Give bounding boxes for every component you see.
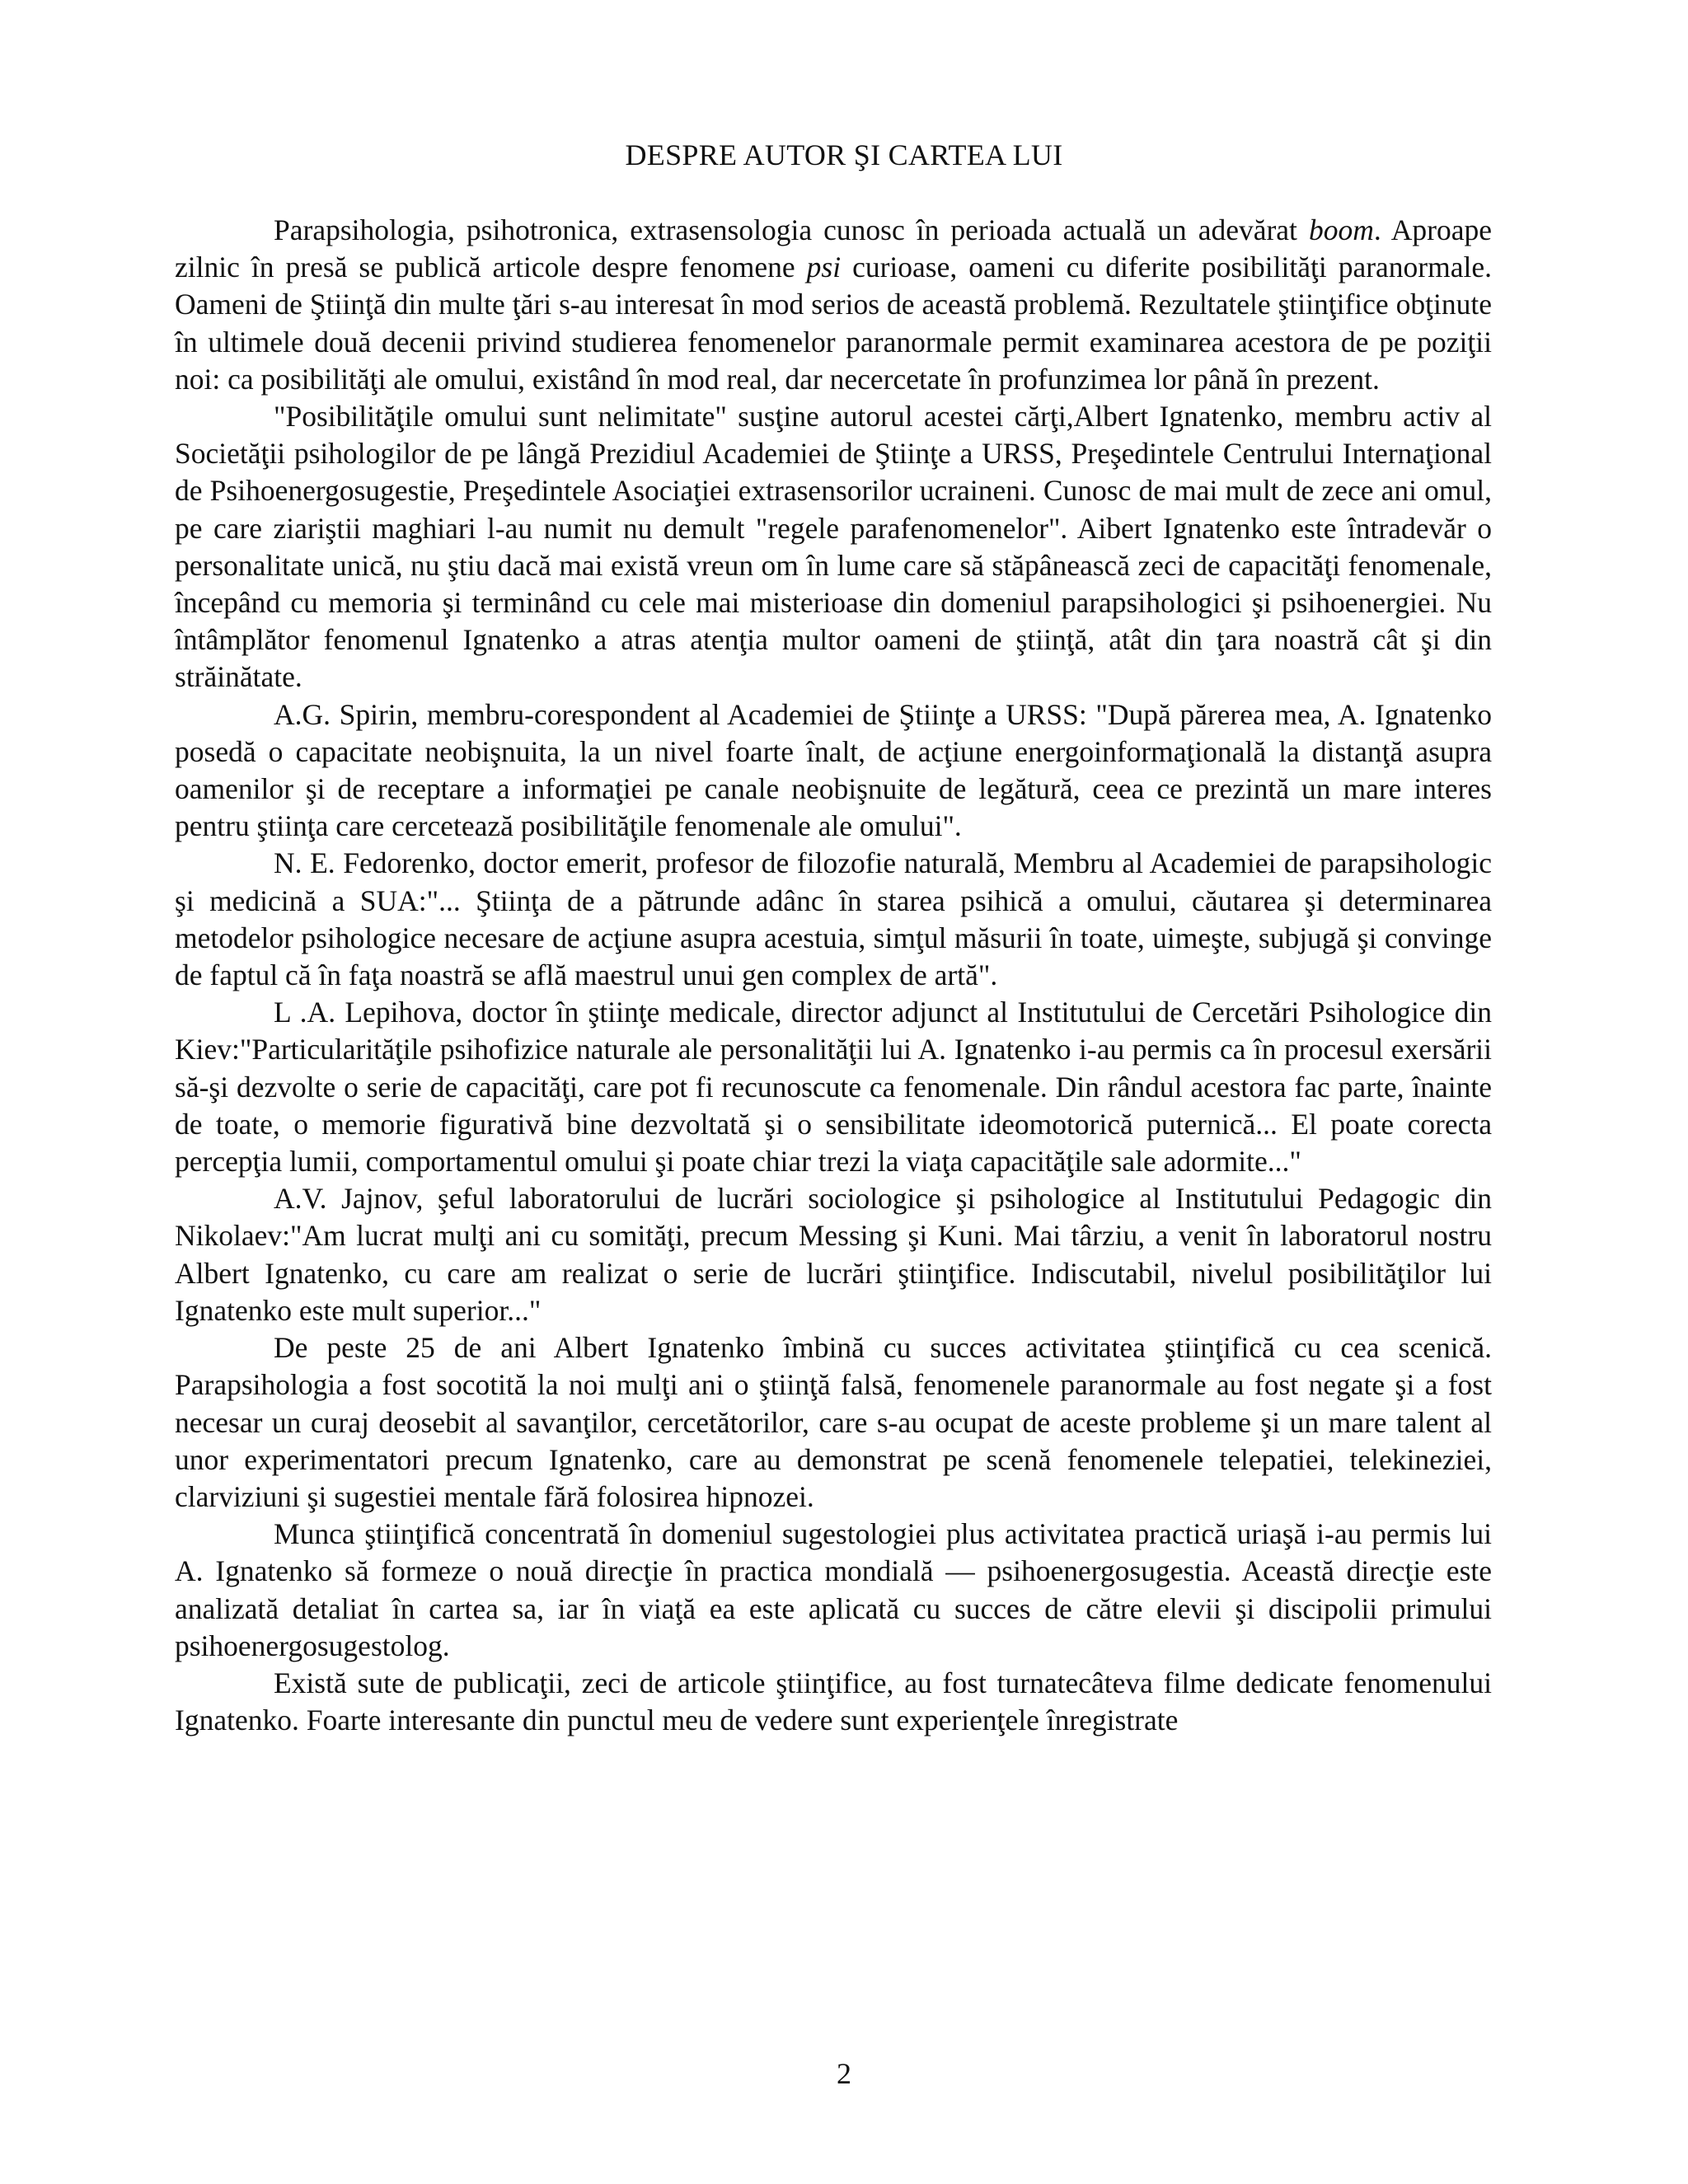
page-title: DESPRE AUTOR ŞI CARTEA LUI [625, 138, 1063, 171]
paragraph-quote-spirin: A.G. Spirin, membru-corespondent al Academiei de Ştiinţe a URSS: "După părerea mea, A. Ignatenko posedă o capacitate neobişnuita, la un nivel foarte înalt, de acţiune energoinformaţională la distanţă asupra oamenilor şi de receptare a informaţiei pe canale neobişnuite de legătură, ceea ce prezintă un mare interes pentru ştiinţa care cercetează posibilităţile fenomenale ale omului". [175, 697, 1492, 843]
paragraph-intro: Parapsihologia, psihotronica, extrasensologia cunosc în perioada actuală un adevărat boom. Aproape zilnic în presă se publică articole despre fenomene psi curioase, oameni cu diferite posibilităţi paranormale. Oameni de Ştiinţă din multe ţări s-au interesat în mod serios de această problemă. Rezultatele ştiinţifice obţinute în ultimele două decenii privind studierea fenomenelor paranormale permit examinarea acestora de pe poziţii noi: ca posibilităţi ale omului, existând în mod real, dar necercetate în profunzimea lor până în prezent. [175, 213, 1492, 396]
paragraph-quote-fedorenko: N. E. Fedorenko, doctor emerit, profesor de filozofie naturală, Membru al Academiei de parapsihologic şi medicină a SUA:"... Ştiinţa de a pătrunde adânc în starea psihică a omului, căutarea şi determinarea metodelor psihologice necesare de acţiune asupra acestuia, simţul măsurii în toate, uimeşte, subjugă şi convinge de faptul că în faţa noastră se află maestrul unui gen complex de artă". [175, 846, 1492, 992]
paragraph-author-description: "Posibilităţile omului sunt nelimitate" susţine autorul acestei cărţi,Albert Ignatenko, membru activ al Societăţii psihologilor de pe lângă Prezidiul Academiei de Ştiinţe a URSS, Preşedintele Centrului Internaţional de Psihoenergosugestie, Preşedintele Asociaţiei extrasensorilor ucraineni. Cunosc de mai mult de zece ani omul, pe care ziariştii maghiari l-au numit nu demult "regele parafenomenelor". Aibert Ignatenko este întradevăr o personalitate unică, nu ştiu dacă mai există vreun om în lume care să stăpânească zeci de capacităţi fenomenale, începând cu memoria şi terminând cu cele mai misterioase din domeniul parapsihologici şi psihoenergiei. Nu întâmplător fenomenul Ignatenko a atras atenţia multor oameni de ştiinţă, atât din ţara noastră cât şi din străinătate. [175, 400, 1492, 694]
body-text [175, 212, 1492, 1739]
paragraph-scenic-activity: De peste 25 de ani Albert Ignatenko îmbină cu succes activitatea ştiinţifică cu cea scenică. Parapsihologia a fost socotită la noi mulţi ani o ştiinţă falsă, fenomenele paranormale au fost negate şi a fost necesar un curaj deosebit al savanţilor, cercetătorilor, care s-au ocupat de aceste probleme şi un mare talent al unor experimentatori precum Ignatenko, care au demonstrat pe scenă fenomenele telepatiei, telekineziei, clarviziuni şi sugestiei mentale fără folosirea hipnozei. [175, 1331, 1492, 1513]
page-number: 2 [837, 2057, 851, 2090]
paragraph-quote-jajnov: A.V. Jajnov, şeful laboratorului de lucrări sociologice şi psihologice al Institutului Pedagogic din Nikolaev:"Am lucrat mulţi ani cu somităţi, precum Messing şi Kuni. Mai târziu, a venit în laboratorul nostru Albert Ignatenko, cu care am realizat o serie de lucrări ştiinţifice. Indiscutabil, nivelul posibilităţilor lui Ignatenko este mult superior..." [175, 1182, 1492, 1327]
paragraph-quote-lepihova: L .A. Lepihova, doctor în ştiinţe medicale, director adjunct al Institutului de Cercetări Psihologice din Kiev:"Particularităţile psihofizice naturale ale personalităţii lui A. Ignatenko i-au permis ca în procesul exersării să-şi dezvolte o serie de capacităţi, care pot fi recunoscute ca fenomenale. Din rândul acestora fac parte, înainte de toate, o memorie figurativă bine dezvoltată şi o sensibilitate ideomotorică puternică... El poate corecta percepţia lumii, comportamentul omului şi poate chiar trezi la viaţa capacităţile sale adormite..." [175, 996, 1492, 1179]
paragraph-publications: Există sute de publicaţii, zeci de articole ştiinţifice, au fost turnatecâteva filme dedicate fenomenului Ignatenko. Foarte interesante din punctul meu de vedere sunt experienţele înregistrate [175, 1666, 1492, 1737]
paragraph-psihoenergosugestia: Munca ştiinţifică concentrată în domeniul sugestologiei plus activitatea practică uriaşă i-au permis lui A. Ignatenko să formeze o nouă direcţie în practica mondială — psihoenergosugestia. Această direcţie este analizată detaliat în cartea sa, iar în viaţă ea este aplicată cu succes de către elevii şi discipolii primului psihoenergosugestolog. [175, 1517, 1492, 1662]
